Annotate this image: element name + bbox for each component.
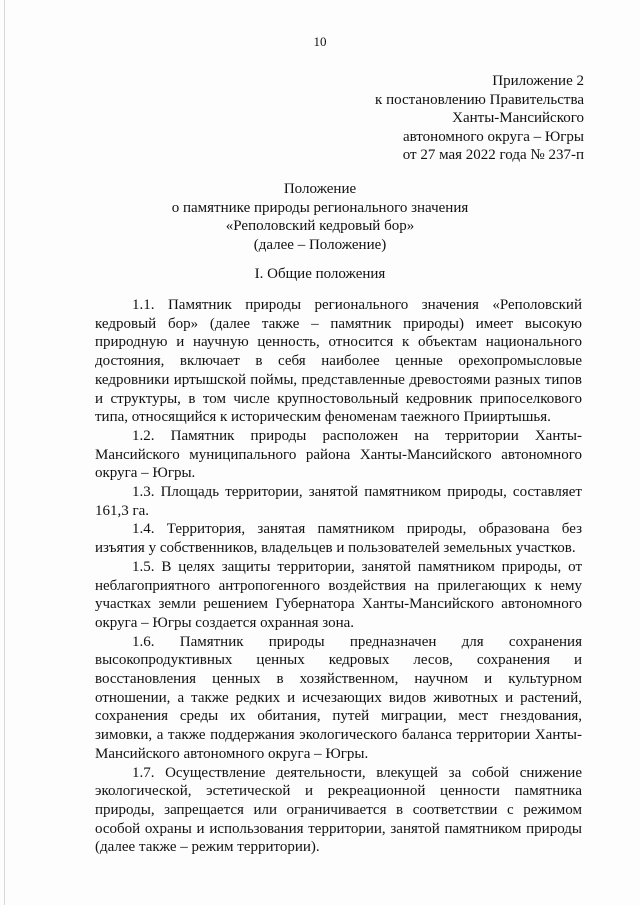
paragraph-1-7: 1.7. Осуществление деятельности, влекущей за собой снижение экологической, эстетической и рекреационной ценности памятника природы, запрещается или ограничивается в соответствии с режимом особой охраны и использования территории, занятой памятником природы (далее также – режим территории). [95,764,582,856]
scan-edge-line [4,0,5,905]
appendix-line: Ханты-Мансийского [452,110,584,126]
appendix-line: Приложение 2 [492,73,584,89]
document-title [0,180,640,254]
title-line: Положение [283,181,357,197]
appendix-line: от 27 мая 2022 года № 237-п [402,147,584,163]
paragraph-1-5: 1.5. В целях защиты территории, занятой памятником природы, от неблагоприятного антропогенного воздействия на прилегающих к нему участках земли решением Губернатора Ханты-Мансийского автономного округа – Югры создается охранная зона. [95,558,582,631]
paragraph-1-1: 1.1. Памятник природы регионального значения «Реполовский кедровый бор» (далее также – памятник природы) имеет высокую природную и научную ценность, относится к объектам национального достояния, включает в себя наиболее ценные орехопромысловые кедровники иртышской поймы, представленные древостоями разных типов и структуры, в том числе крупностовольный кедровник припоселкового типа, относящийся к историческим феноменам таежного Прииртышья. [95,297,582,426]
paragraph-1-4: 1.4. Территория, занятая памятником природы, образована без изъятия у собственников, владельцев и пользователей земельных участков. [95,521,582,557]
appendix-header [324,72,584,165]
section-heading: I. Общие положения [254,266,386,282]
document-body [95,296,582,857]
title-line: о памятнике природы регионального значения [171,199,469,216]
appendix-line: к постановлению Правительства [375,91,584,108]
paragraph-1-6: 1.6. Памятник природы предназначен для сохранения высокопродуктивных ценных кедровых лесов, сохранения и восстановления ценных в хозяйственном, научном и культурном отношении, а также редких и исчезающих видов животных и растений, сохранения среды их обитания, путей миграции, мест гнездования, зимовки, а также поддержания экологического баланса территории Ханты-Мансийского автономного округа – Югры. [95,633,582,762]
paragraph-1-3: 1.3. Площадь территории, занятой памятником природы, составляет 161,3 га. [95,484,582,519]
title-line: «Реполовский кедровый бор» [225,218,415,234]
appendix-line: автономного округа – Югры [402,128,584,145]
page-number: 10 [313,34,327,49]
paragraph-1-2: 1.2. Памятник природы расположен на территории Ханты-Мансийского муниципального района Ханты-Мансийского автономного округа – Югры. [95,427,582,482]
title-line: (далее – Положение) [253,236,387,253]
